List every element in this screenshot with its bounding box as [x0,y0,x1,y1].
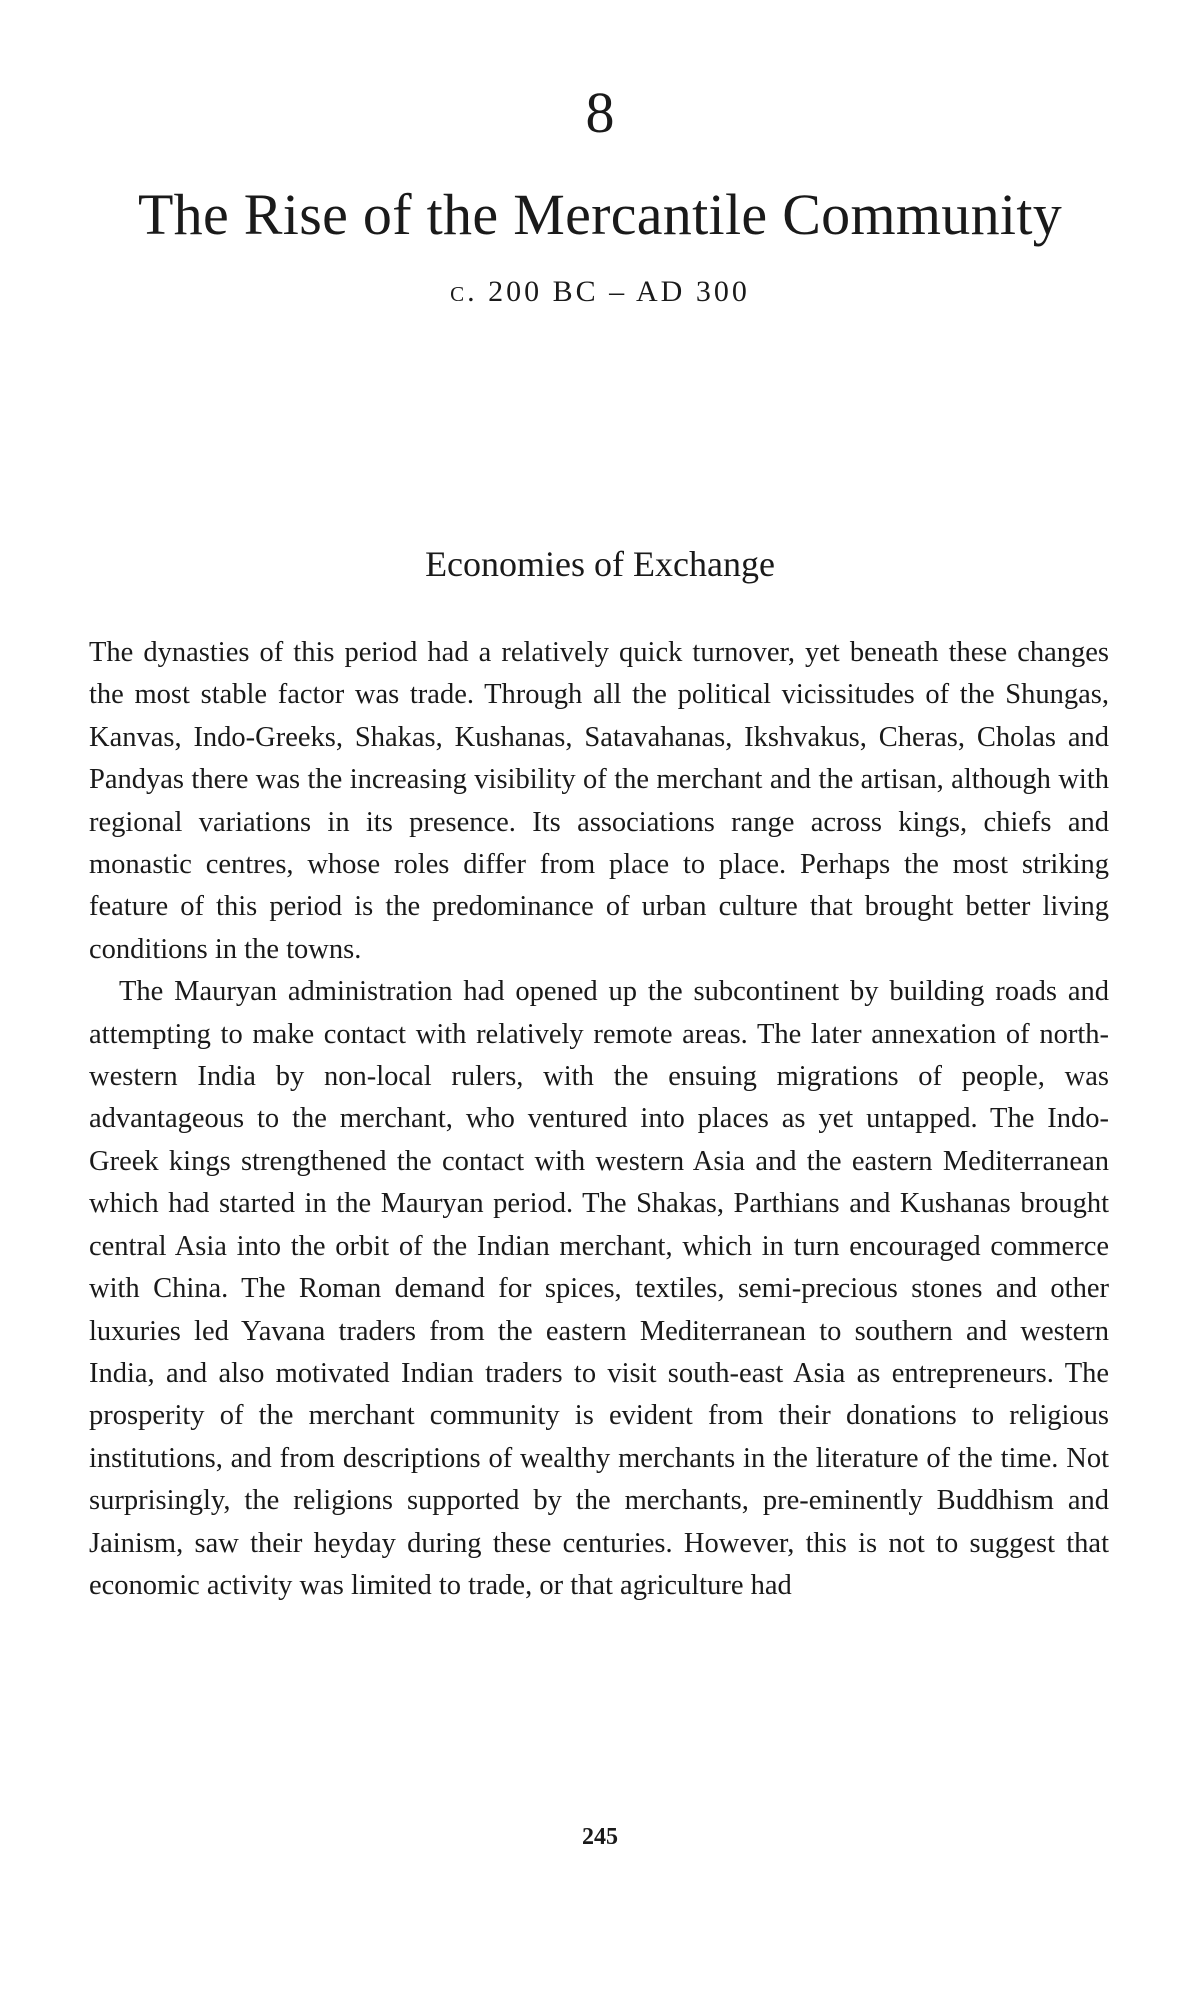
body-text [89,632,1109,1607]
page-number: 245 [582,1824,618,1850]
chapter-number: 8 [585,80,615,145]
section-heading: Economies of Exchange [425,544,775,584]
chapter-title: The Rise of the Mercantile Community [137,182,1063,247]
paragraph-2: The Mauryan administration had opened up the subcontinent by building roads and attempting to make contact with relatively remote areas. The later annexation of north-western India by non-local rulers, with the ensuing migrations of people, was advantageous to the merchant, who ventured into places as yet untapped. The Indo-Greek kings strengthened the contact with western Asia and the eastern Mediterranean which had started in the Mauryan period. The Shakas, Parthians and Kushanas brought central Asia into the orbit of the Indian merchant, which in turn encouraged commerce with China. The Roman demand for spices, textiles, semi-precious stones and other luxuries led Yavana traders from the eastern Mediterranean to southern and western India, and also motivated Indian traders to visit south-east Asia as entrepreneurs. The prosperity of the merchant community is evident from their donations to religious institutions, and from descriptions of wealthy merchants in the literature of the time. Not surprisingly, the religions supported by the merchants, pre-eminently Buddhism and Jainism, saw their heyday during these centuries. However, this is not to suggest that economic activity was limited to trade, or that agriculture had [89,976,1109,1601]
paragraph-1: The dynasties of this period had a relatively quick turnover, yet beneath these changes the most stable factor was trade. Through all the political vicissitudes of the Shungas, Kanvas, Indo-Greeks, Shakas, Kushanas, Satavahanas, Ikshvakus, Cheras, Cholas and Pandyas there was the increasing visibility of the merchant and the artisan, although with regional variations in its presence. Its associations range across kings, chiefs and monastic centres, whose roles differ from place to place. Perhaps the most striking feature of this period is the predominance of urban culture that brought better living conditions in the towns. [89,637,1109,965]
chapter-dates: c. 200 BC – AD 300 [450,275,750,308]
